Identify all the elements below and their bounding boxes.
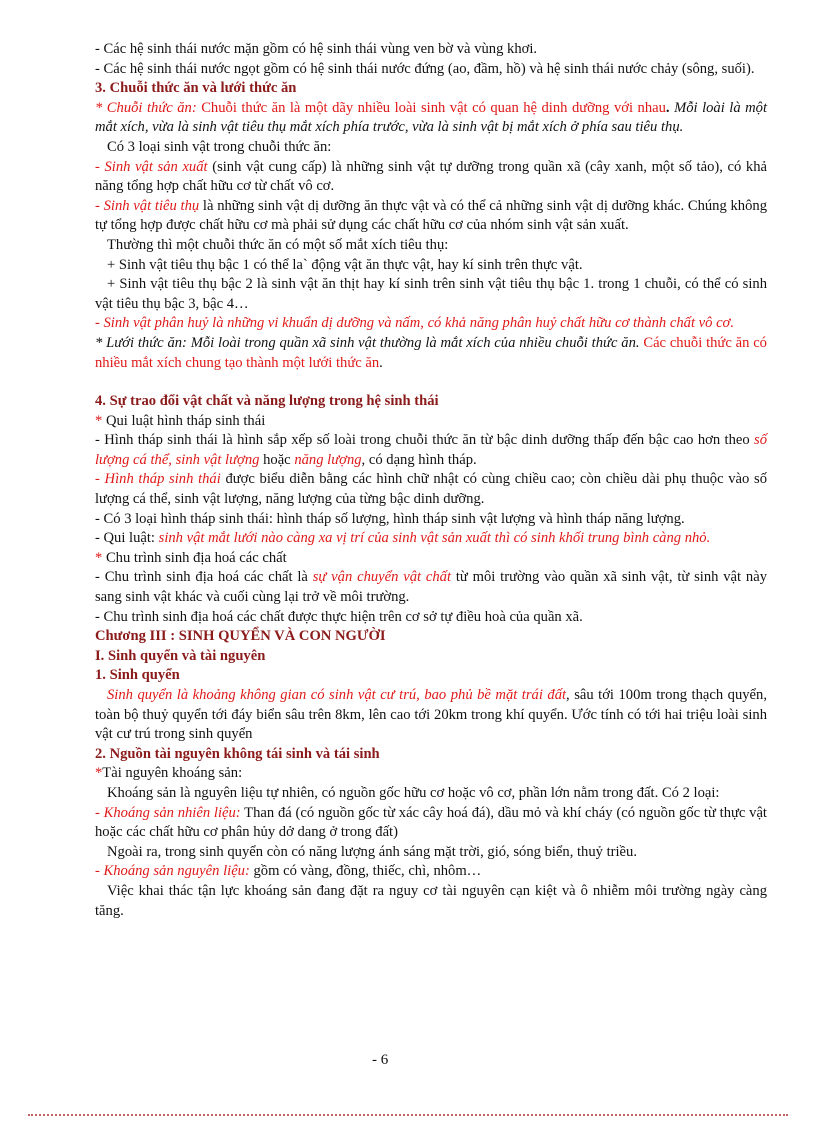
text: được biểu diễn bằng các hình chữ nhật có cùng chiều cao; còn chiều dài phụ thuộc vào số lượng cá thể, sinh vật lượng, năng lượng của từng bậc dinh dưỡng. <box>95 471 767 508</box>
paragraph-luoi <box>95 334 767 373</box>
text: là những sinh vật dị dưỡng ăn thực vật và có thể cả những sinh vật dị dưỡng khác. Chúng không tự tổng hợp được chất hữu cơ mà phải sử dụng các chất hữu cơ của nhóm sinh vật sản xuất. <box>95 197 767 234</box>
subheading <box>95 764 767 784</box>
text: Mỗi loài là một mắt xích, vừa là sinh vật tiêu thụ mắt xích phía trước, vừa là sinh vật bị mắt xích ở phía sau tiêu thụ. <box>95 99 768 136</box>
text-line: Thường thì một chuỗi thức ăn có một số mắt xích tiêu thụ: <box>107 236 449 253</box>
footer-divider <box>28 1114 788 1116</box>
paragraph <box>95 431 767 470</box>
term: - Hình tháp sinh thái <box>95 471 221 488</box>
text: hoặc <box>259 451 295 468</box>
text: Tài nguyên khoáng sản: <box>102 765 243 782</box>
term: năng lượng <box>294 451 362 468</box>
text-line: Việc khai thác tận lực khoáng sản đang đặt ra nguy cơ tài nguyên cạn kiệt và ô nhiễm môi trường ngày càng tăng. <box>95 882 767 919</box>
term: - Khoáng sản nhiên liệu: <box>95 804 241 821</box>
chapter-heading: Chương III : SINH QUYỂN VÀ CON NGƯỜI <box>95 628 386 645</box>
text: , sâu tới 100m trong thạch quyển, toàn bộ thuỷ quyển tới đáy biển sâu trên 8km, lên cao tới 20km trong khí quyển. Ước tính có tới hai triệu loài sinh vật cư trú trong sinh quyển <box>95 687 767 743</box>
term-label: * Chuỗi thức ăn: <box>95 99 197 116</box>
section-heading-2: 2. Nguồn tài nguyên không tái sinh và tái sinh <box>95 745 380 762</box>
text-line: - Chu trình sinh địa hoá các chất được thực hiện trên cơ sở tự điều hoà của quần xã. <box>95 608 583 625</box>
text: , có dạng hình tháp. <box>361 451 477 468</box>
bullet-star: * <box>95 412 103 429</box>
bullet-star: * <box>95 765 103 782</box>
text-line: - Các hệ sinh thái nước ngọt gồm có hệ sinh thái nước đứng (ao, đầm, hồ) và hệ sinh thái nước chảy (sông, suối). <box>95 60 755 77</box>
text: từ môi trường vào quần xã sinh vật, từ sinh vật này sang sinh vật khác và cuối cùng lại trở về môi trường. <box>95 569 767 606</box>
paragraph <box>95 470 767 509</box>
paragraph <box>95 568 767 607</box>
term: sự vận chuyển vật chất <box>312 569 452 586</box>
paragraph-consumer <box>95 197 767 236</box>
text: Chu trình sinh địa hoá các chất <box>102 549 287 566</box>
document-body <box>95 40 767 921</box>
text: - Chu trình sinh địa hoá các chất là <box>95 569 313 586</box>
paragraph <box>95 804 767 843</box>
definition: Các chuỗi thức ăn có nhiều mắt xích chung tạo thành một lưới thức ăn <box>95 334 767 371</box>
text-line: + Sinh vật tiêu thụ bậc 1 có thể la` động vật ăn thực vật, hay kí sinh trên thực vật. <box>107 256 583 273</box>
term: - Khoáng sản nguyên liệu: <box>95 863 250 880</box>
punct: . <box>379 354 383 371</box>
text: Qui luật hình tháp sinh thái <box>102 412 266 429</box>
term-label: - Sinh vật sản xuất <box>95 158 208 175</box>
paragraph <box>95 862 767 882</box>
paragraph-chuoi <box>95 99 767 138</box>
term: số lượng cá thể, sinh vật lượng <box>95 432 767 468</box>
term: sinh vật mắt lưới nào càng xa vị trí của sinh vật sản xuất thì có sinh khối trung bình càng nhỏ. <box>158 530 711 547</box>
term: Sinh quyển là khoảng không gian có sinh vật cư trú, bao phủ bề mặt trái đất <box>107 687 567 703</box>
paragraph <box>95 686 767 745</box>
section-heading-3: 3. Chuỗi thức ăn và lưới thức ăn <box>95 80 297 97</box>
text: (sinh vật cung cấp) là những sinh vật tự dưỡng trong quần xã (cây xanh, một số tảo), có khả năng tổng hợp chất hữu cơ từ chất vô cơ. <box>95 158 767 195</box>
text: - Qui luật: <box>95 530 159 547</box>
subheading <box>95 549 767 569</box>
definition: Chuỗi thức ăn là một dãy nhiều loài sinh vật có quan hệ dinh dưỡng với nhau <box>201 99 666 116</box>
text-line: - Có 3 loại hình tháp sinh thái: hình tháp số lượng, hình tháp sinh vật lượng và hình tháp năng lượng. <box>95 510 685 527</box>
text: Than đá (có nguồn gốc từ xác cây hoá đá), dầu mỏ và khí cháy (có nguồn gốc từ thực vật hoặc các chất hữu cơ phân hủy dở dang ở trong đất) <box>95 804 767 841</box>
punct: . <box>665 99 675 116</box>
section-heading-1: 1. Sinh quyển <box>95 667 180 684</box>
text-line: Ngoài ra, trong sinh quyển còn có năng lượng ánh sáng mặt trời, gió, sóng biển, thuỷ triều. <box>107 843 637 860</box>
text-line: - Các hệ sinh thái nước mặn gồm có hệ sinh thái vùng ven bờ và vùng khơi. <box>95 41 538 57</box>
section-heading-4: 4. Sự trao đổi vật chất và năng lượng trong hệ sinh thái <box>95 393 439 410</box>
paragraph-producer <box>95 158 767 197</box>
page-number: - 6 <box>372 1052 389 1068</box>
bullet-star: * <box>95 549 103 566</box>
text-line: - Sinh vật phân huỷ là những vi khuẩn dị dưỡng và nấm, có khả năng phân huỷ chất hữu cơ thành chất vô cơ. <box>95 315 734 332</box>
section-heading-I: I. Sinh quyển và tài nguyên <box>95 647 266 664</box>
text-line: Có 3 loại sinh vật trong chuỗi thức ăn: <box>107 138 332 155</box>
text: - Hình tháp sinh thái là hình sắp xếp số loài trong chuỗi thức ăn từ bậc dinh dưỡng thấp đến bậc cao hơn theo <box>95 432 755 449</box>
text: gồm có vàng, đồng, thiếc, chì, nhôm… <box>249 863 482 880</box>
text-line: + Sinh vật tiêu thụ bậc 2 là sinh vật ăn thịt hay kí sinh trên sinh vật tiêu thụ bậc 1. trong 1 chuỗi, có thể có sinh vật tiêu thụ bậc 3, bậc 4… <box>95 276 767 312</box>
term-label: - Sinh vật tiêu thụ <box>95 197 200 214</box>
text-line: Khoáng sản là nguyên liệu tự nhiên, có nguồn gốc hữu cơ hoặc vô cơ, phần lớn nằm trong đất. Có 2 loại: <box>107 784 720 801</box>
term-label: * Lưới thức ăn: Mỗi loài trong quần xã sinh vật thường là mắt xích của nhiều chuỗi thức ăn. <box>95 334 640 351</box>
paragraph <box>95 529 767 549</box>
subheading <box>95 412 767 432</box>
